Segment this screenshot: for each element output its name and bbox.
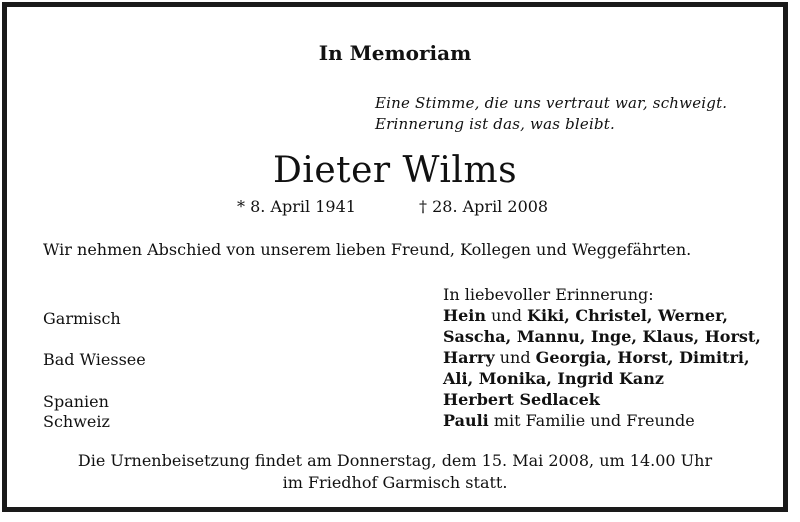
heading: In Memoriam (318, 41, 472, 65)
motto-line: Eine Stimme, die uns vertraut war, schweigt. (375, 94, 728, 112)
mourner-name: Harry (443, 348, 495, 367)
mourner-rows (443, 305, 761, 431)
mourner-name: Ali, Monika, Ingrid Kanz (443, 369, 664, 388)
place-label: Bad Wiessee (43, 350, 146, 369)
mourner-name: Pauli (443, 411, 489, 430)
motto-line: Erinnerung ist das, was bleibt. (375, 115, 615, 133)
mourner-name: Kiki, Christel, Werner, (527, 306, 728, 325)
mourner-row (443, 347, 761, 368)
mourner-row (443, 389, 761, 410)
birth-date: * 8. April 1941 (237, 197, 356, 216)
mourner-name: Georgia, Horst, Dimitri, (535, 348, 750, 367)
mourner-row (443, 305, 761, 326)
mourner-name: mit Familie und Freunde (488, 411, 695, 430)
place-label: Spanien (43, 392, 109, 411)
mourners-intro: In liebevoller Erinnerung: (443, 285, 654, 304)
burial-line: Die Urnenbeisetzung findet am Donnerstag, dem 15. Mai 2008, um 14.00 Uhr (77, 451, 713, 470)
mourner-name: Herbert Sedlacek (443, 390, 600, 409)
death-date: † 28. April 2008 (419, 197, 549, 216)
mourner-row (443, 368, 761, 389)
burial-line: im Friedhof Garmisch statt. (282, 473, 508, 492)
mourner-name: Hein (443, 306, 487, 325)
mourner-name: Sascha, Mannu, Inge, Klaus, Horst, (443, 327, 761, 346)
farewell-text: Wir nehmen Abschied von unserem lieben Freund, Kollegen und Weggefährten. (43, 240, 692, 259)
mourner-name: und (486, 306, 528, 325)
obituary-notice (2, 2, 788, 512)
place-label: Schweiz (43, 412, 110, 431)
deceased-name: Dieter Wilms (272, 150, 518, 191)
mourner-name: und (494, 348, 536, 367)
mourner-row (443, 410, 761, 431)
mourners-list (443, 284, 761, 431)
burial-notice (7, 450, 783, 494)
mourner-row (443, 326, 761, 347)
place-label: Garmisch (43, 309, 121, 328)
motto (375, 93, 727, 135)
